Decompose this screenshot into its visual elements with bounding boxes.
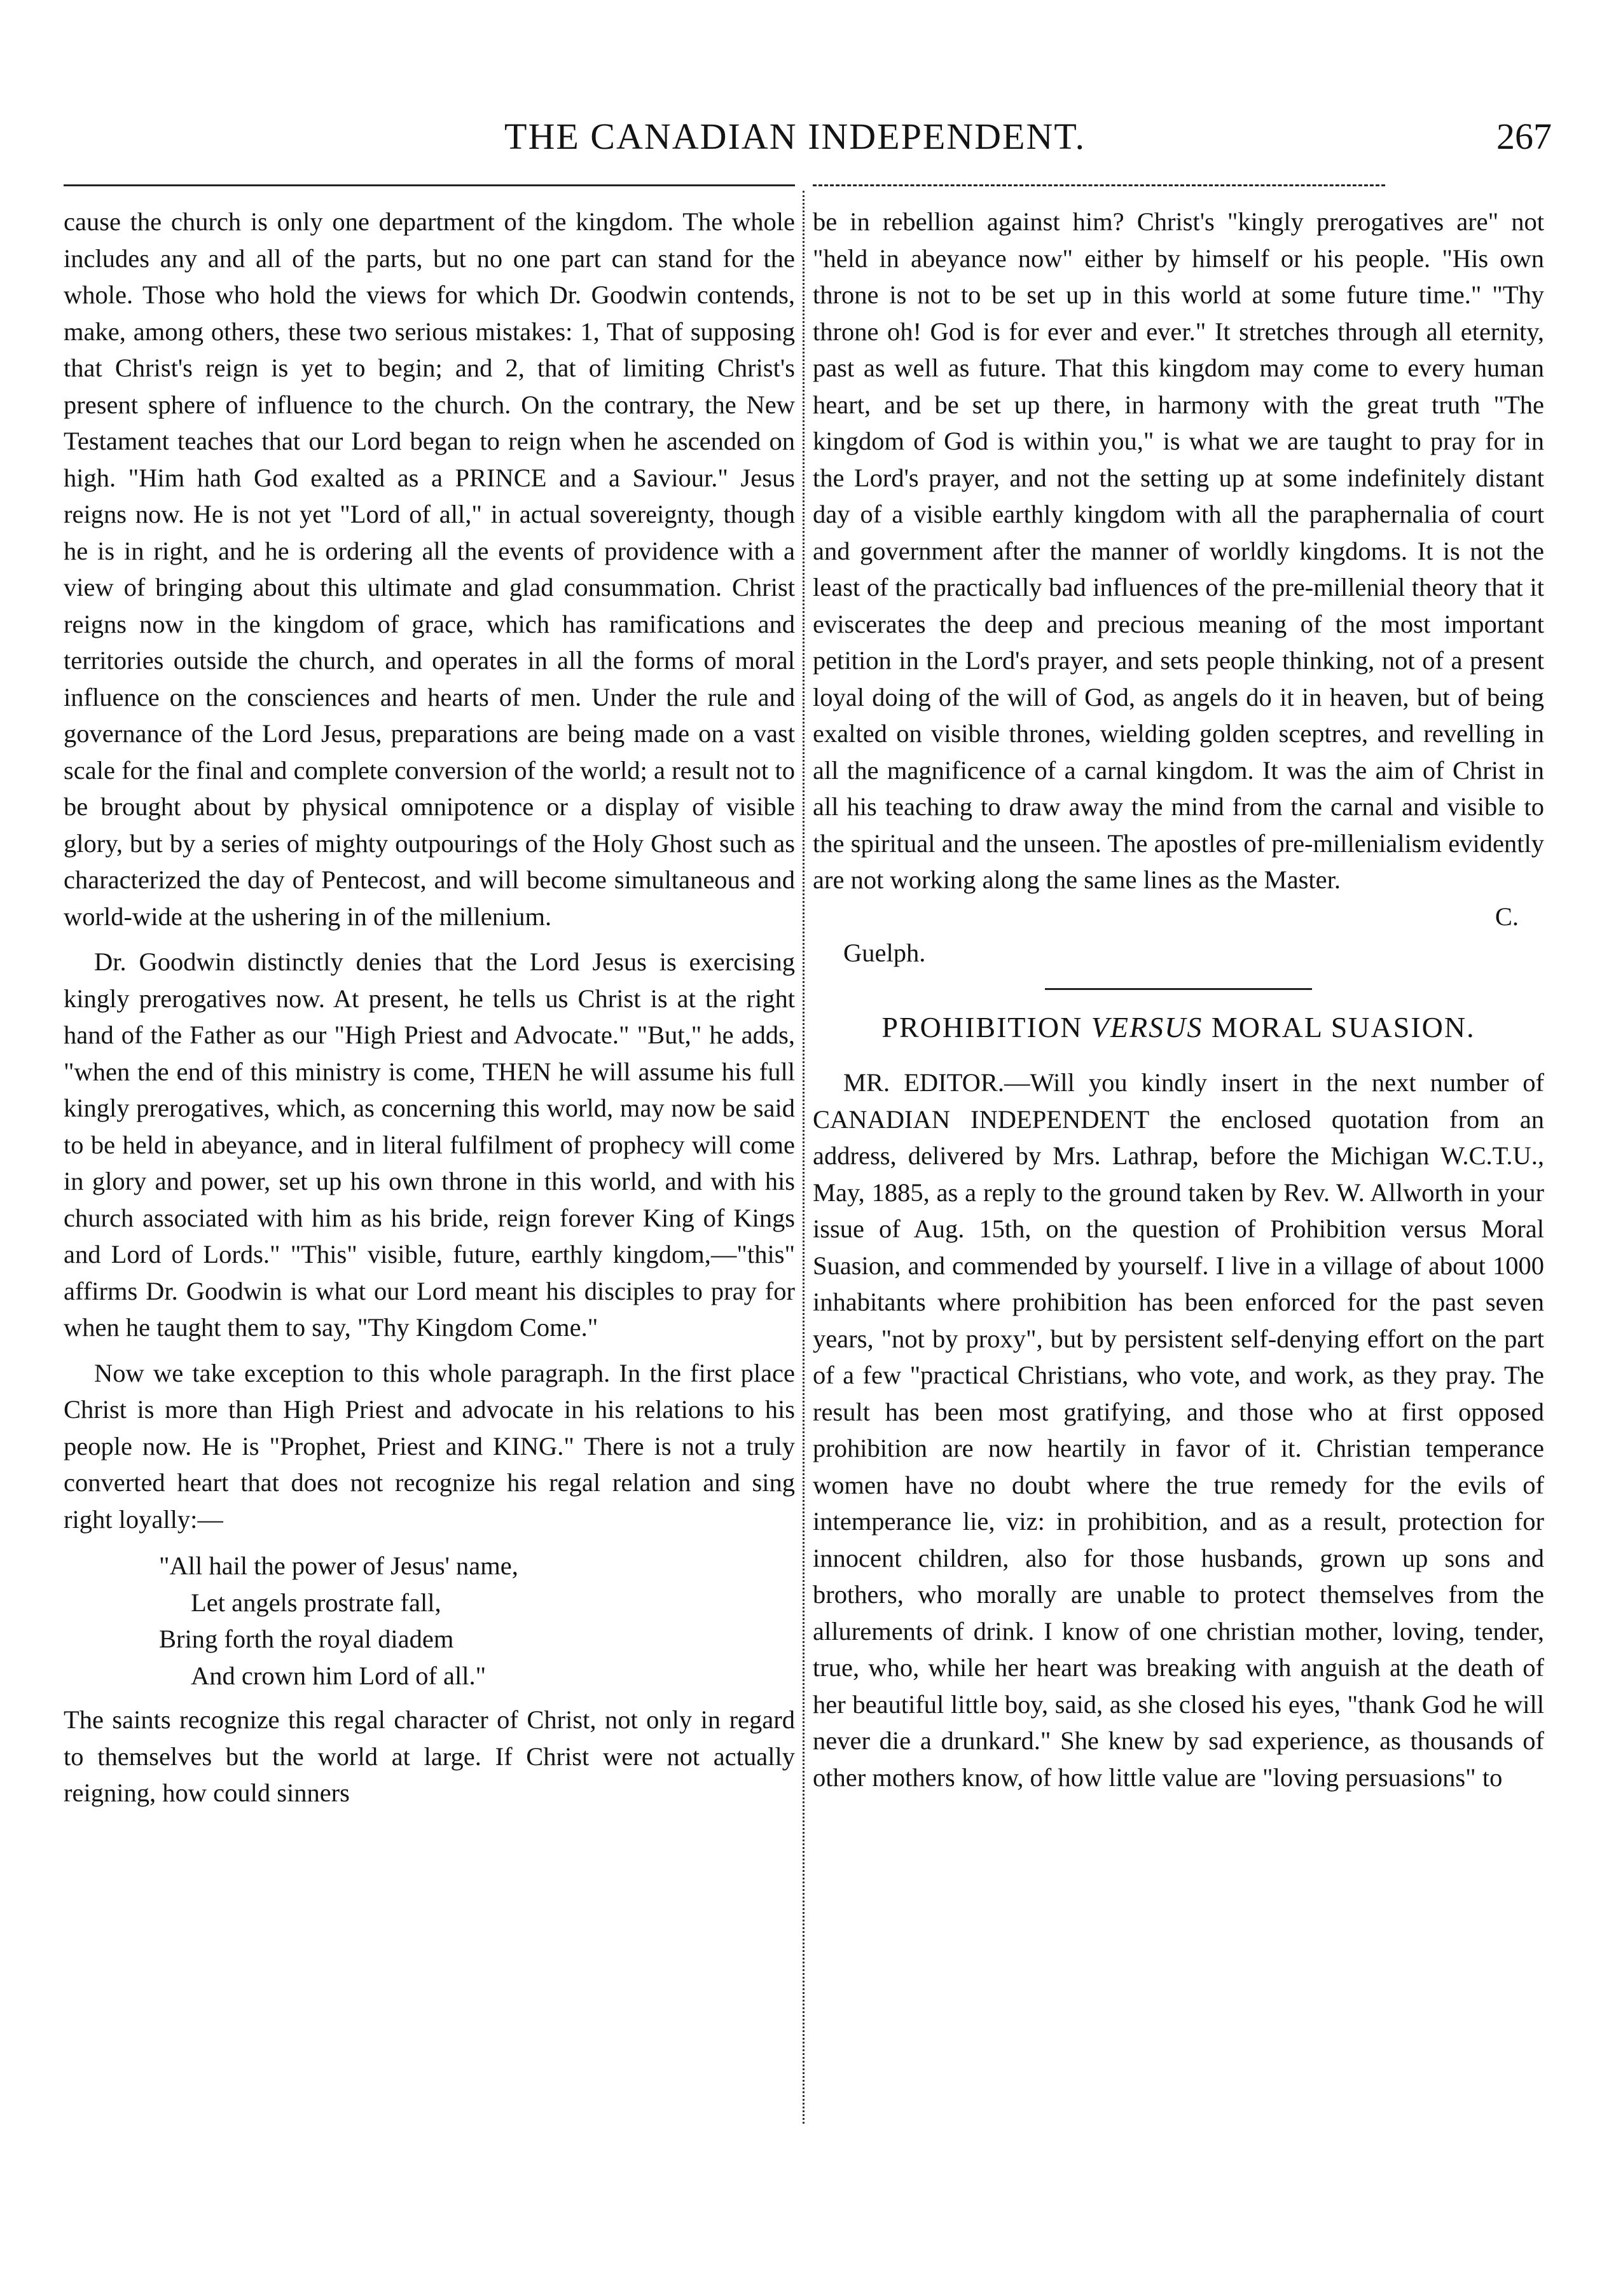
signature-line: [813, 898, 1544, 935]
right-paragraph-1: be in rebellion against him? Christ's "kingly prerogatives are" not "held in abeyance now" either by himself or his people. "His own throne is not to be set up in this world at some future time." "Thy throne oh! God is for ever and ever." It stretches through all eternity, past as well as future. That this kingdom may come to every human heart, and be set up there, in harmony with the great truth "The kingdom of God is within you," is what we are taught to pray for in the Lord's prayer, and not the setting up at some indefinitely distant day of a visible earthly kingdom with all the paraphernalia of court and government after the manner of worldly kingdoms. It is not the least of the practically bad influences of the pre-millenial theory that it eviscerates the deep and precious meaning of the most important petition in the Lord's prayer, and sets people thinking, not of a present loyal doing of the will of God, as angels do it in heaven, but of being exalted on visible thrones, wielding golden sceptres, and revelling in all the magnificence of a carnal kingdom. It was the aim of Christ in all his teaching to draw away the mind from the carnal and visible to the spiritual and the unseen. The apostles of pre-millenialism evidently are not working along the same lines as the Master.: [813, 207, 1544, 894]
hymn-line: Let angels prostrate fall,: [191, 1588, 441, 1617]
left-paragraph-4: The saints recognize this regal character of Christ, not only in regard to themselves but the world at large. If Christ were not actually reigning, how could sinners: [64, 1705, 795, 1807]
heading-versus: VERSUS: [1091, 1010, 1203, 1043]
running-head: [38, 111, 1552, 162]
hymn-line: Bring forth the royal diadem: [159, 1625, 454, 1653]
left-paragraph-1: cause the church is only one department of the kingdom. The whole includes any and all of the parts, but no one part can stand for the whole. Those who hold the views for which Dr. Goodwin contends, make, among others, these two serious mistakes: 1, That of supposing that Christ's reign is yet to begin; and 2, that of limiting Christ's present sphere of influence to the church. On the contrary, the New Testament teaches that our Lord began to reign when he ascended on high. "Him hath God exalted as a PRINCE and a Saviour." Jesus reigns now. He is not yet "Lord of all," in actual sovereignty, though he is in right, and he is ordering all the events of providence with a view of bringing about this ultimate and glad consummation. Christ reigns now in the kingdom of grace, which has ramifications and territories outside the church, and operates in all the forms of moral influence on the consciences and hearts of men. Under the rule and governance of the Lord Jesus, preparations are being made on a vast scale for the final and complete conversion of the world; a result not to be brought about by physical omnipotence or a display of visible glory, but by a series of mighty outpourings of the Holy Ghost such as characterized the day of Pentecost, and will become simultaneous and world-wide at the ushering in of the millenium.: [64, 207, 795, 931]
section-rule: [1045, 988, 1312, 990]
article-heading: PROHIBITION VERSUS MORAL SUASION.: [881, 1010, 1475, 1043]
hymn-quotation: [64, 1548, 795, 1694]
hymn-line: "All hail the power of Jesus' name,: [159, 1551, 518, 1580]
signature: C.: [1495, 902, 1519, 931]
left-paragraph-2: Dr. Goodwin distinctly denies that the Lord Jesus is exercising kingly prerogatives now. At present, he tells us Christ is at the right hand of the Father as our "High Priest and Advocate." "But," he adds, "when the end of this ministry is come, THEN he will assume his full kingly prerogatives, which, as concerning this world, may now be said to be held in abeyance, and in literal fulfilment of prophecy will come in glory and power, set up his own throne in this world, and with his church associated with him as his bride, reign forever King of Kings and Lord of Lords." "This" visible, future, earthly kingdom,—"this" affirms Dr. Goodwin is what our Lord meant his disciples to pray for when he taught them to say, "Thy Kingdom Come.": [64, 947, 795, 1342]
publication-title: THE CANADIAN INDEPENDENT.: [504, 116, 1086, 157]
column-divider: [803, 191, 804, 2124]
hymn-line: And crown him Lord of all.": [191, 1661, 487, 1690]
page-number: 267: [1496, 116, 1552, 157]
place-line: Guelph.: [843, 938, 926, 967]
right-top-rule: [813, 184, 1385, 186]
left-column: [64, 203, 795, 1811]
left-paragraph-3: Now we take exception to this whole paragraph. In the first place Christ is more than High Priest and advocate in his relations to his people now. He is "Prophet, Priest and KING." There is not a truly converted heart that does not recognize his regal relation and sing right loyally:—: [64, 1358, 795, 1534]
right-column: [813, 203, 1544, 1796]
right-paragraph-2: MR. EDITOR.—Will you kindly insert in the next number of CANADIAN INDEPENDENT the enclosed quotation from an address, delivered by Mrs. Lathrap, before the Michigan W.C.T.U., May, 1885, as a reply to the ground taken by Rev. W. Allworth in your issue of Aug. 15th, on the question of Prohibition versus Moral Suasion, and commended by yourself. I live in a village of about 1000 inhabitants where prohibition has been enforced for the past seven years, "not by proxy", but by persistent self-denying effort on the part of a few "practical Christians, who vote, and work, as they pray. The result has been most gratifying, and those who at first opposed prohibition are now heartily in favor of it. Christian temperance women have no doubt where the true remedy for the evils of intemperance lie, viz: in prohibition, and as a result, protection for innocent children, also for those husbands, grown up sons and brothers, who morally are unable to protect themselves from the allurements of drink. I know of one christian mother, loving, tender, true, who, while her heart was breaking with anguish at the death of her beautiful little boy, said, as she closed his eyes, "thank God he will never die a drunkard." She knew by sad experience, as thousands of other mothers know, of how little value are "loving persuasions" to: [813, 1068, 1544, 1792]
left-top-rule: [64, 184, 795, 186]
